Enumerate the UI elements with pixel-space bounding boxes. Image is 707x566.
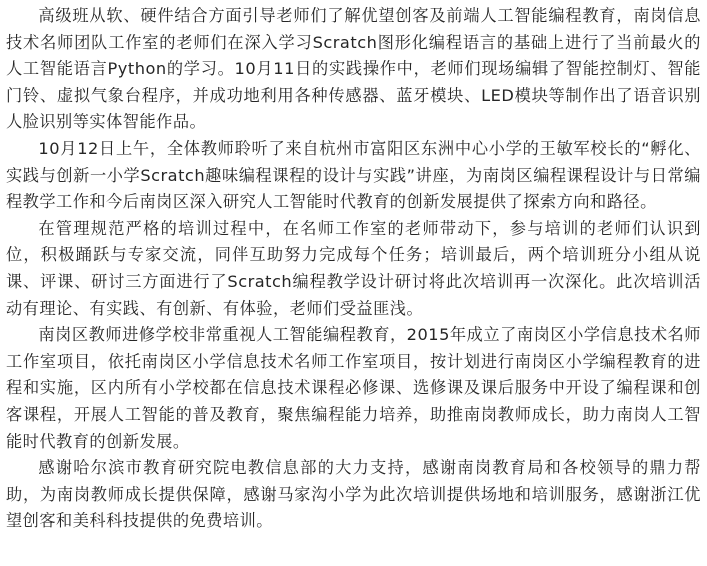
paragraph-advanced-class: 高级班从软、硬件结合方面引导老师们了解优望创客及前端人工智能编程教育，南岗信息技术名师团队工作室的老师们在深入学习Scratch图形化编程语言的基础上进行了当前最火的人工智能语言Python的学习。10月11日的实践操作中，老师们现场编辑了智能控制灯、智能门铃、虚拟气象台程序，并成功地利用各种传感器、蓝牙模块、LED模块等制作出了语音识别人脸识别等实体智能作品。	[6, 6, 701, 132]
article-body	[6, 3, 701, 535]
paragraph-acknowledgements: 感谢哈尔滨市教育研究院电教信息部的大力支持，感谢南岗教育局和各校领导的鼎力帮助，为南岗教师成长提供保障，感谢马家沟小学为此次培训提供场地和培训服务，感谢浙江优望创客和美科科技提供的免费培训。	[6, 458, 701, 531]
paragraph-school-project: 南岗区教师进修学校非常重视人工智能编程教育，2015年成立了南岗区小学信息技术名师工作室项目，依托南岗区小学信息技术名师工作室项目，按计划进行南岗区小学编程教育的进程和实施，区内所有小学校都在信息技术课程必修课、选修课及课后服务中开设了编程课和创客课程，开展人工智能的普及教育，聚焦编程能力培养，助推南岗教师成长，助力南岗人工智能时代教育的创新发展。	[6, 325, 701, 451]
paragraph-lecture: 10月12日上午，全体教师聆听了来自杭州市富阳区东洲中心小学的王敏军校长的“孵化、实践与创新一小学Scratch趣味编程课程的设计与实践”讲座，为南岗区编程课程设计与日常编程教学工作和今后南岗区深入研究人工智能时代教育的创新发展提供了探索方向和路径。	[6, 138, 701, 212]
paragraph-training-process: 在管理规范严格的培训过程中，在名师工作室的老师带动下，参与培训的老师们认识到位，积极踊跃与专家交流，同伴互助努力完成每个任务；培训最后，两个培训班分小组从说课、评课、研讨三方面进行了Scratch编程教学设计研讨将此次培训再一次深化。此次培训活动有理论、有实践、有创新、有体验，老师们受益匪浅。	[6, 218, 701, 318]
